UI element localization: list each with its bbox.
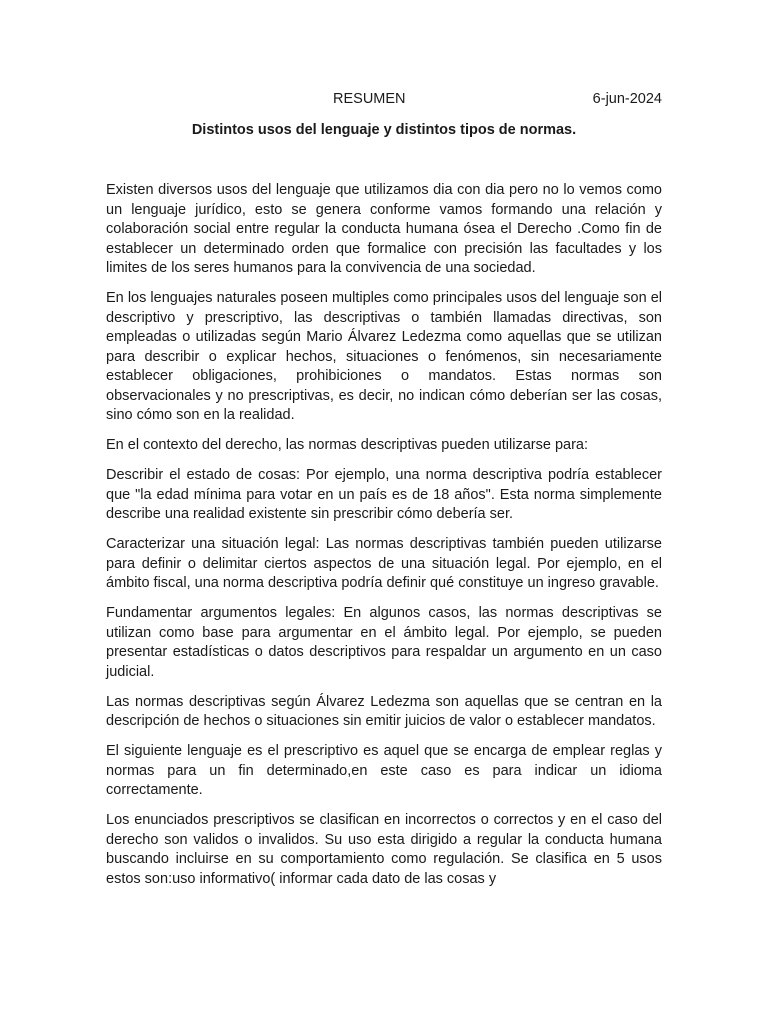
document-header [106, 91, 662, 111]
paragraph: Las normas descriptivas según Álvarez Ledezma son aquellas que se centran en la descripción de hechos o situaciones sin emitir juicios de valor o establecer mandatos. [106, 693, 662, 729]
paragraph: Los enunciados prescriptivos se clasifican en incorrectos o correctos y en el caso del derecho son validos o invalidos. Su uso esta dirigido a regular la conducta humana buscando incluirse en su comportamiento como regulación. Se clasifica en 5 usos estos son:uso informativo( informar cada dato de las cosas y [106, 812, 662, 887]
paragraph: En los lenguajes naturales poseen multiples como principales usos del lenguaje son el descriptivo y prescriptivo, las descriptivas o también llamadas directivas, son empleadas o utilizadas según Mario Álvarez Ledezma como aquellas que se utilizan para describir o explicar hechos, situaciones o fenómenos, sin necesariamente establecer obligaciones, prohibiciones o mandatos. Estas normas son observacionales y no prescriptivas, es decir, no indican cómo deberían ser las cosas, sino cómo son en la realidad. [106, 290, 662, 423]
document-title: Distintos usos del lenguaje y distintos tipos de normas. [191, 122, 577, 138]
document-body [106, 181, 662, 900]
paragraph: Describir el estado de cosas: Por ejemplo, una norma descriptiva podría establecer que "la edad mínima para votar en un país es de 18 años". Esta norma simplemente describe una realidad existente sin prescribir cómo debería ser. [106, 467, 662, 522]
header-date: 6-jun-2024 [592, 91, 662, 107]
paragraph: En el contexto del derecho, las normas descriptivas pueden utilizarse para: [106, 437, 588, 453]
paragraph: Fundamentar argumentos legales: En algunos casos, las normas descriptivas se utilizan como base para argumentar en el ámbito legal. Por ejemplo, se pueden presentar estadísticas o datos descriptivos para respaldar un argumento en un caso judicial. [106, 605, 662, 680]
paragraph: Existen diversos usos del lenguaje que utilizamos dia con dia pero no lo vemos como un lenguaje jurídico, esto se genera conforme vamos formando una relación y colaboración social entre regular la conducta humana ósea el Derecho .Como fin de establecer un determinado orden que formalice con precisión las facultades y los limites de los seres humanos para la convivencia de una sociedad. [106, 182, 662, 276]
header-label: RESUMEN [333, 91, 406, 107]
paragraph: Caracterizar una situación legal: Las normas descriptivas también pueden utilizarse para definir o delimitar ciertos aspectos de una situación legal. Por ejemplo, en el ámbito fiscal, una norma descriptiva podría definir qué constituye un ingreso gravable. [106, 536, 662, 591]
paragraph: El siguiente lenguaje es el prescriptivo es aquel que se encarga de emplear reglas y normas para un fin determinado,en este caso es para indicar un idioma correctamente. [106, 743, 662, 798]
